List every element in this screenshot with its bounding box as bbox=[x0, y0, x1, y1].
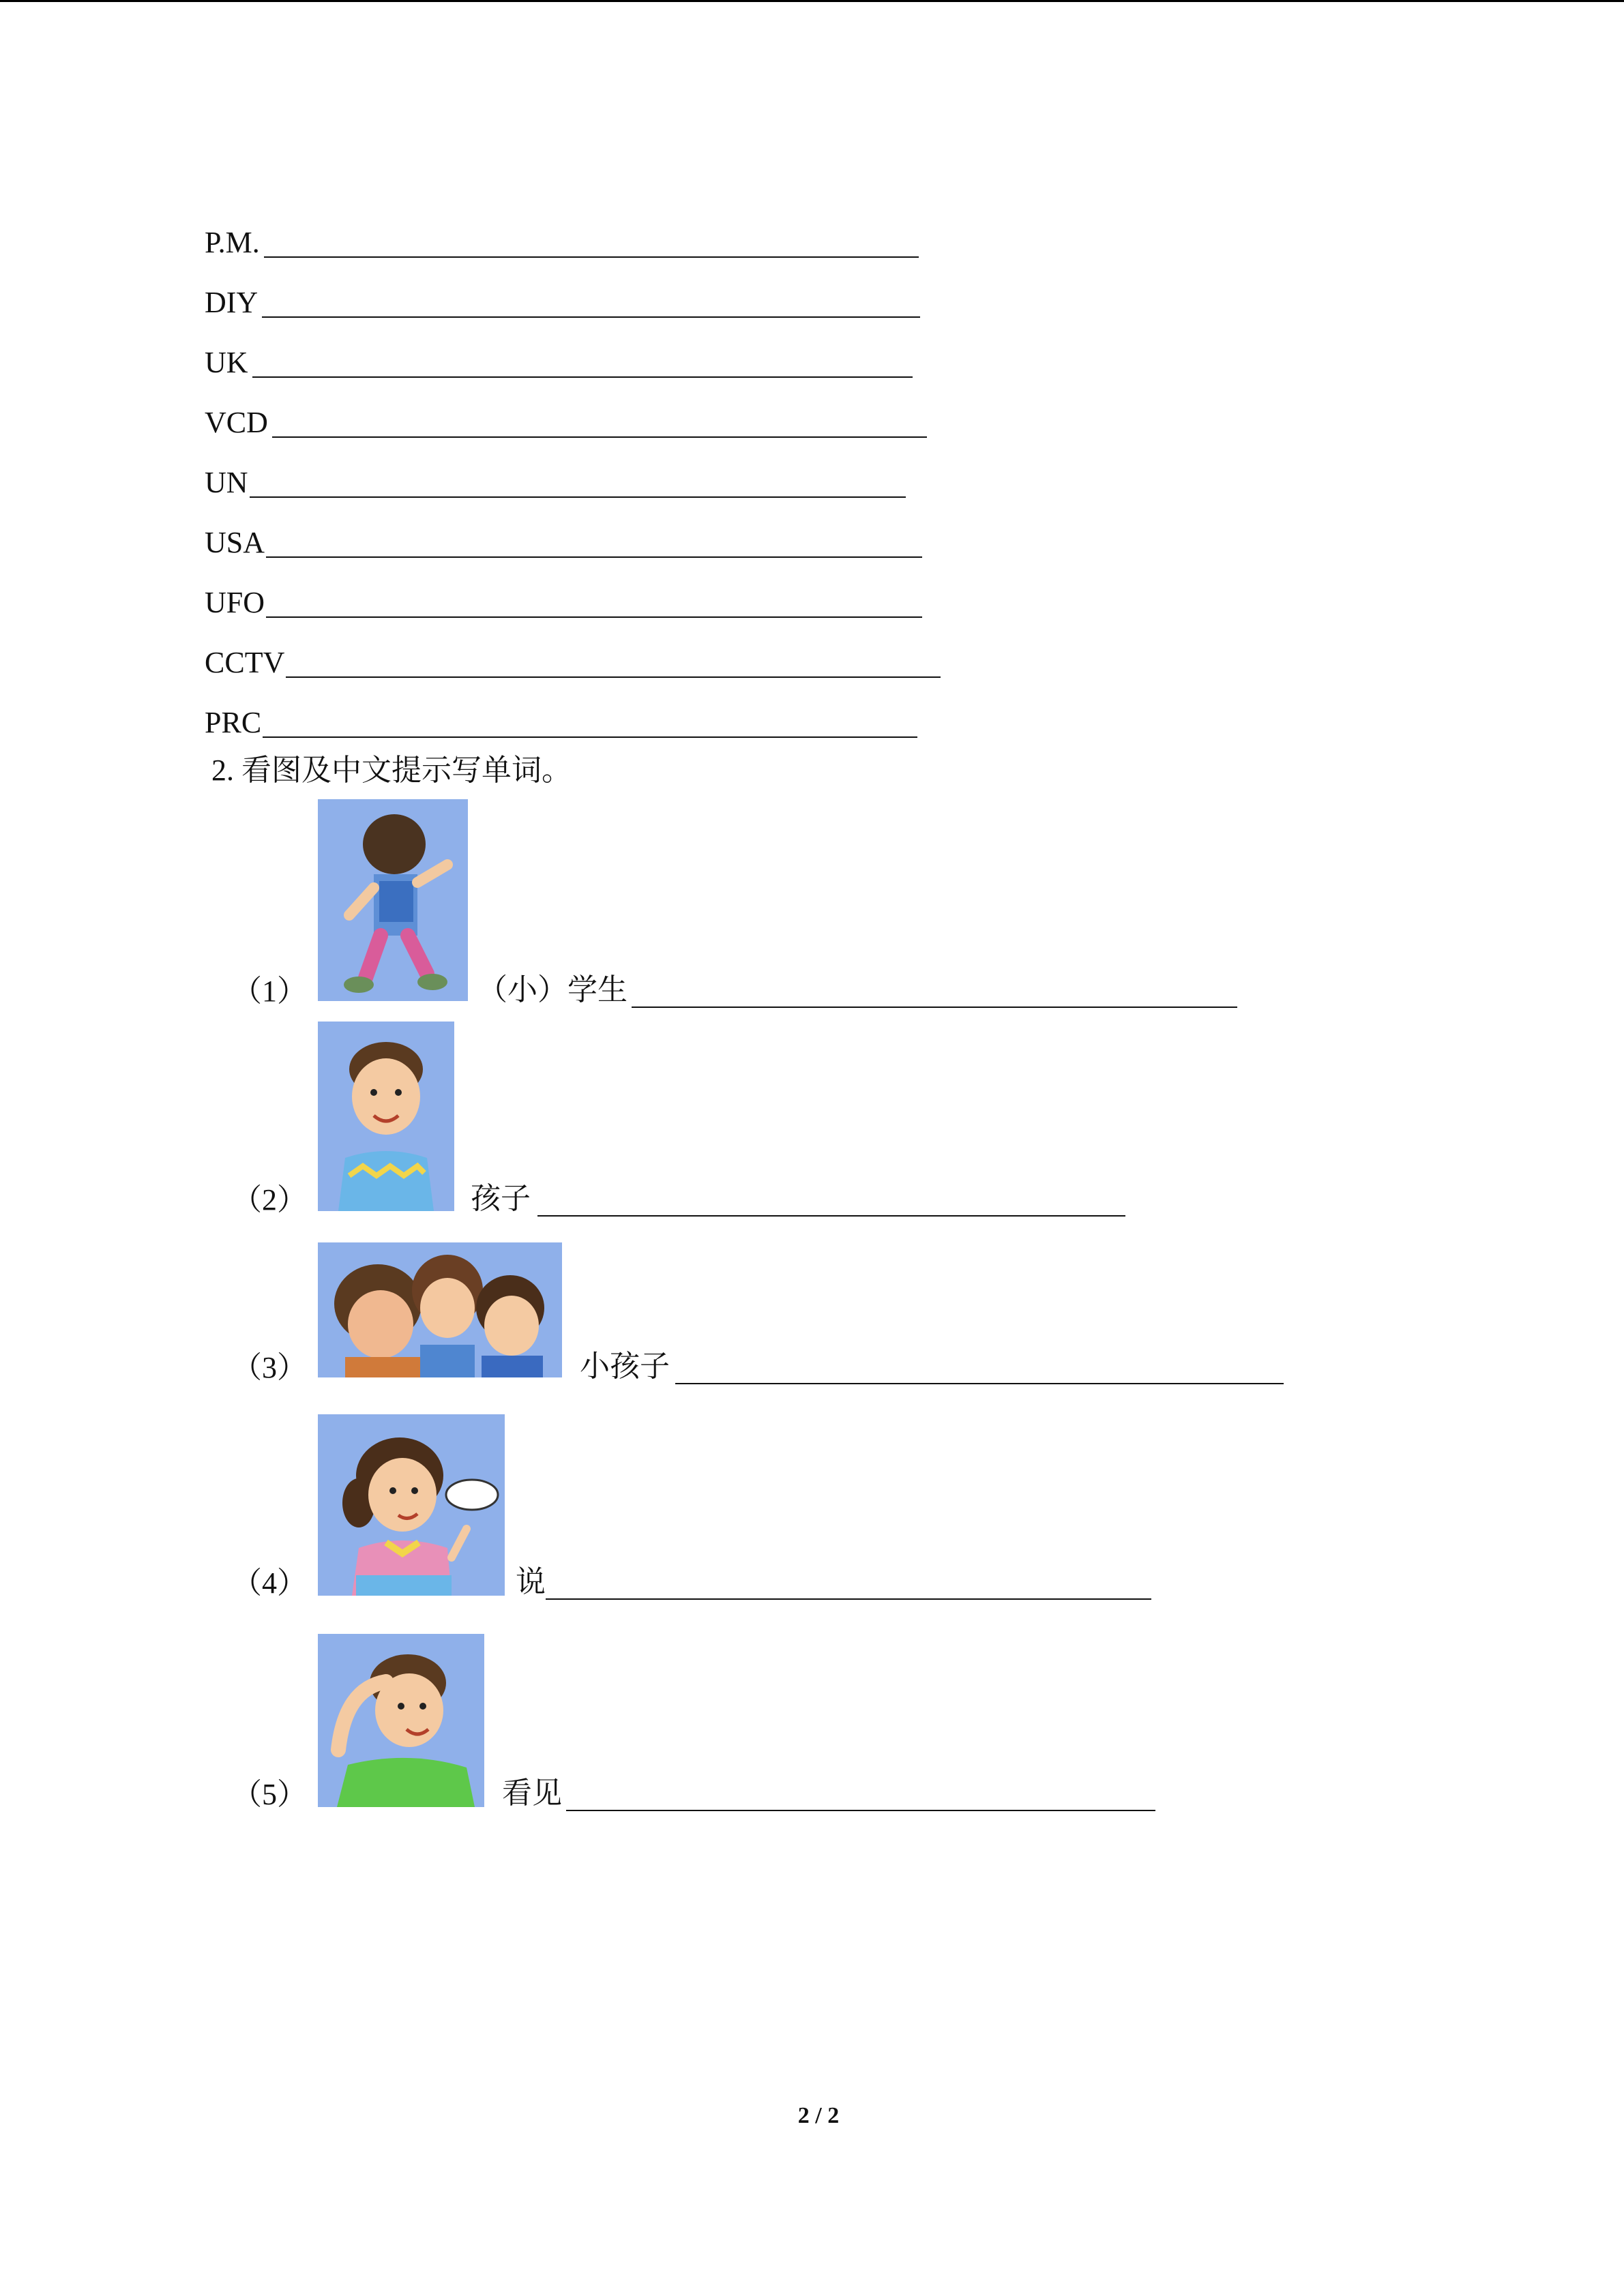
item-number: （5） bbox=[232, 1778, 307, 1811]
chinese-hint: 说 bbox=[516, 1565, 546, 1598]
chinese-hint: 孩子 bbox=[471, 1182, 531, 1215]
abbr-row-uk bbox=[205, 342, 913, 378]
abbr-label: P.M. bbox=[205, 226, 260, 259]
abbr-row-prc bbox=[205, 702, 917, 738]
abbr-label: VCD bbox=[205, 406, 268, 439]
schoolboy-with-backpack-icon bbox=[318, 799, 468, 1001]
page-number: 2 / 2 bbox=[797, 2103, 840, 2128]
item-number: （2） bbox=[232, 1183, 307, 1217]
answer-blank[interactable] bbox=[252, 351, 913, 378]
page-top-border bbox=[0, 0, 1624, 2]
abbr-row-diy bbox=[205, 282, 920, 318]
answer-blank[interactable] bbox=[286, 651, 941, 678]
abbr-row-un bbox=[205, 462, 906, 498]
answer-blank[interactable] bbox=[250, 471, 906, 498]
abbr-label: UFO bbox=[205, 586, 265, 619]
abbr-row-ufo bbox=[205, 582, 922, 618]
chinese-hint: 小孩子 bbox=[580, 1350, 670, 1383]
smiling-boy-icon bbox=[318, 1022, 454, 1211]
answer-blank[interactable] bbox=[266, 531, 922, 558]
boy-looking-icon bbox=[318, 1634, 484, 1807]
abbr-label: USA bbox=[205, 526, 265, 559]
abbr-row-cctv bbox=[205, 642, 941, 678]
abbr-label: CCTV bbox=[205, 646, 285, 679]
abbr-row-pm bbox=[205, 222, 919, 258]
item-number: （3） bbox=[232, 1351, 307, 1384]
answer-blank[interactable] bbox=[546, 1598, 1151, 1600]
chinese-hint: 看见 bbox=[502, 1776, 562, 1810]
three-children-icon bbox=[318, 1242, 562, 1377]
abbr-row-usa bbox=[205, 522, 922, 558]
chinese-hint: （小）学生 bbox=[477, 973, 628, 1007]
abbr-row-vcd bbox=[205, 402, 927, 438]
abbr-label: UN bbox=[205, 466, 248, 499]
item-number: （1） bbox=[232, 974, 307, 1008]
answer-blank[interactable] bbox=[675, 1383, 1284, 1384]
answer-blank[interactable] bbox=[632, 1007, 1237, 1008]
answer-blank[interactable] bbox=[537, 1215, 1125, 1217]
answer-blank[interactable] bbox=[264, 230, 919, 258]
girl-speaking-icon bbox=[318, 1414, 505, 1596]
answer-blank[interactable] bbox=[263, 711, 917, 738]
section-2-heading: 2. 看图及中文提示写单词。 bbox=[211, 754, 572, 787]
abbr-label: PRC bbox=[205, 706, 262, 739]
answer-blank[interactable] bbox=[262, 290, 920, 318]
answer-blank[interactable] bbox=[272, 411, 927, 438]
abbr-label: UK bbox=[205, 346, 248, 379]
answer-blank[interactable] bbox=[566, 1810, 1155, 1811]
item-number: （4） bbox=[232, 1566, 307, 1600]
abbr-label: DIY bbox=[205, 286, 259, 319]
answer-blank[interactable] bbox=[266, 591, 922, 618]
